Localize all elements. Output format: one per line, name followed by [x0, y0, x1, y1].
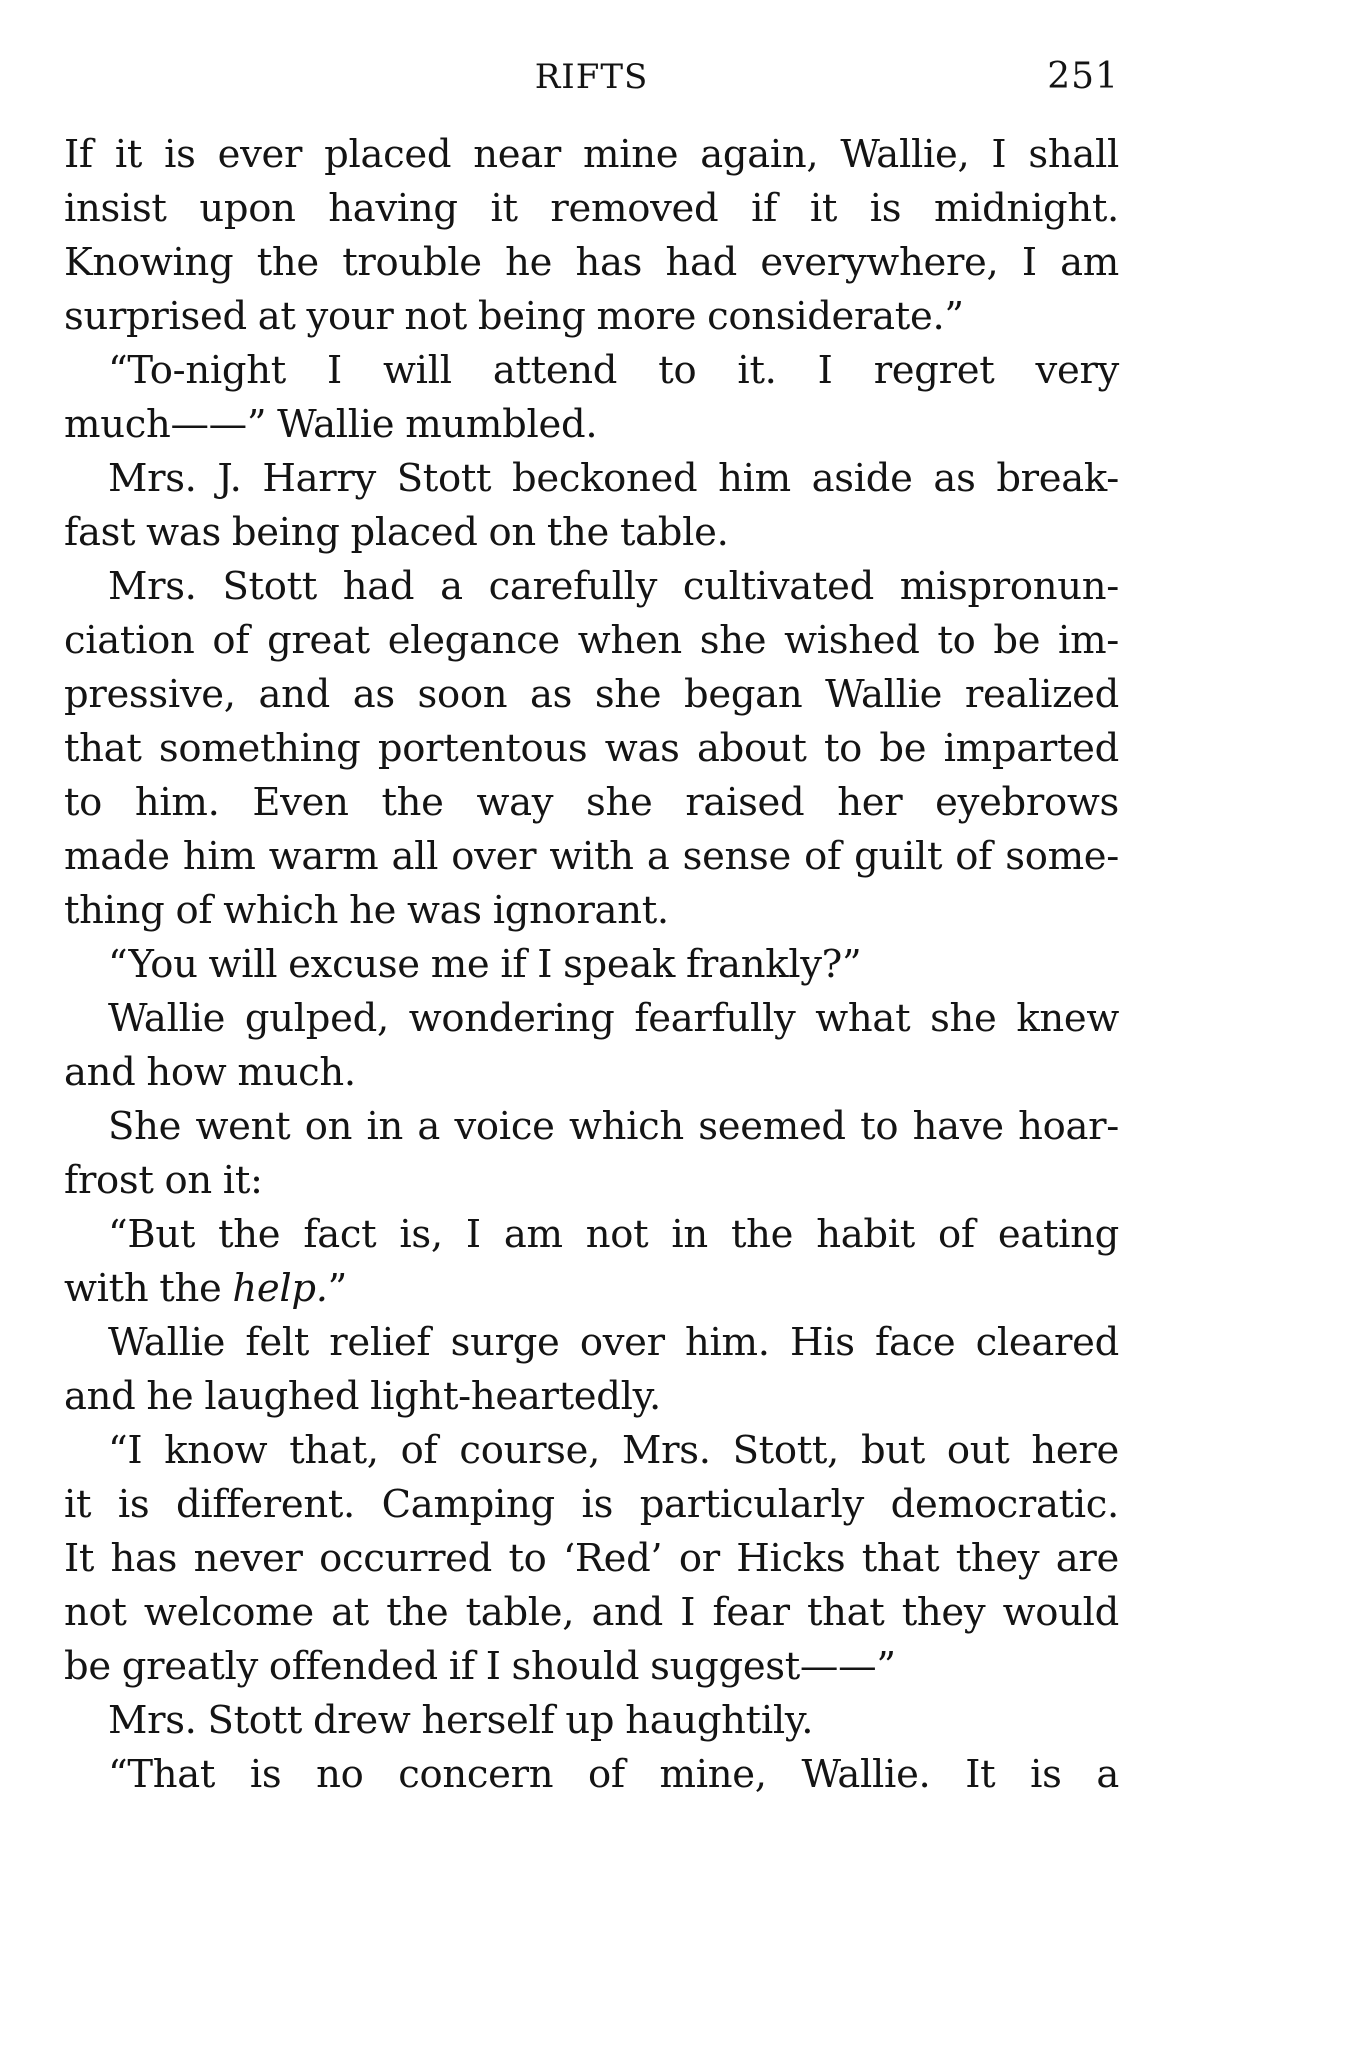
text-line: ciation of great elegance when she wished to be im- — [64, 618, 1119, 663]
text-line: be greatly offended if I should suggest——” — [64, 1644, 896, 1689]
text-line: made him warm all over with a sense of guilt of some- — [64, 834, 1119, 879]
text-line: “To-night I will attend to it. I regret very — [108, 348, 1119, 393]
text-line: “That is no concern of mine, Wallie. It is a — [108, 1752, 1119, 1797]
text-line: Mrs. Stott had a carefully cultivated mispronun- — [108, 564, 1119, 609]
text-line: If it is ever placed near mine again, Wallie, I shall — [64, 132, 1119, 177]
text-line: “But the fact is, I am not in the habit of eating — [108, 1212, 1119, 1257]
text-line: not welcome at the table, and I fear that they would — [64, 1590, 1119, 1635]
text-line: fast was being placed on the table. — [64, 510, 729, 555]
text-run: with the — [64, 1266, 233, 1311]
text-line: and he laughed light-heartedly. — [64, 1374, 661, 1419]
italic-word: help. — [232, 1266, 328, 1311]
text-line: frost on it: — [64, 1158, 263, 1203]
text-line: and how much. — [64, 1050, 356, 1095]
text-line: it is different. Camping is particularly democratic. — [64, 1482, 1119, 1527]
text-line: surprised at your not being more considerate.” — [64, 294, 964, 339]
running-head — [64, 52, 1119, 102]
text-line: Knowing the trouble he has had everywhere, I am — [64, 240, 1119, 285]
text-line: Wallie felt relief surge over him. His face cleared — [108, 1320, 1119, 1365]
body-text — [64, 128, 1119, 1802]
text-line: to him. Even the way she raised her eyebrows — [64, 780, 1119, 825]
text-line: Wallie gulped, wondering fearfully what she knew — [108, 996, 1119, 1041]
text-line: “You will excuse me if I speak frankly?” — [108, 942, 862, 987]
text-line: thing of which he was ignorant. — [64, 888, 669, 933]
text-line: that something portentous was about to be imparted — [64, 726, 1119, 771]
text-line: insist upon having it removed if it is midnight. — [64, 186, 1119, 231]
text-line: pressive, and as soon as she began Wallie realized — [64, 672, 1119, 717]
text-line: Mrs. Stott drew herself up haughtily. — [108, 1698, 814, 1743]
text-line: “I know that, of course, Mrs. Stott, but out here — [108, 1428, 1119, 1473]
text-line: It has never occurred to ‘Red’ or Hicks that they are — [64, 1536, 1119, 1581]
text-run: ” — [327, 1266, 348, 1311]
page-number: 251 — [1047, 56, 1119, 97]
running-title: RIFTS — [534, 57, 649, 97]
text-line: Mrs. J. Harry Stott beckoned him aside as break- — [108, 456, 1119, 501]
text-line — [64, 1262, 1119, 1316]
text-line: much——” Wallie mumbled. — [64, 402, 598, 447]
text-line: She went on in a voice which seemed to have hoar- — [108, 1104, 1119, 1149]
